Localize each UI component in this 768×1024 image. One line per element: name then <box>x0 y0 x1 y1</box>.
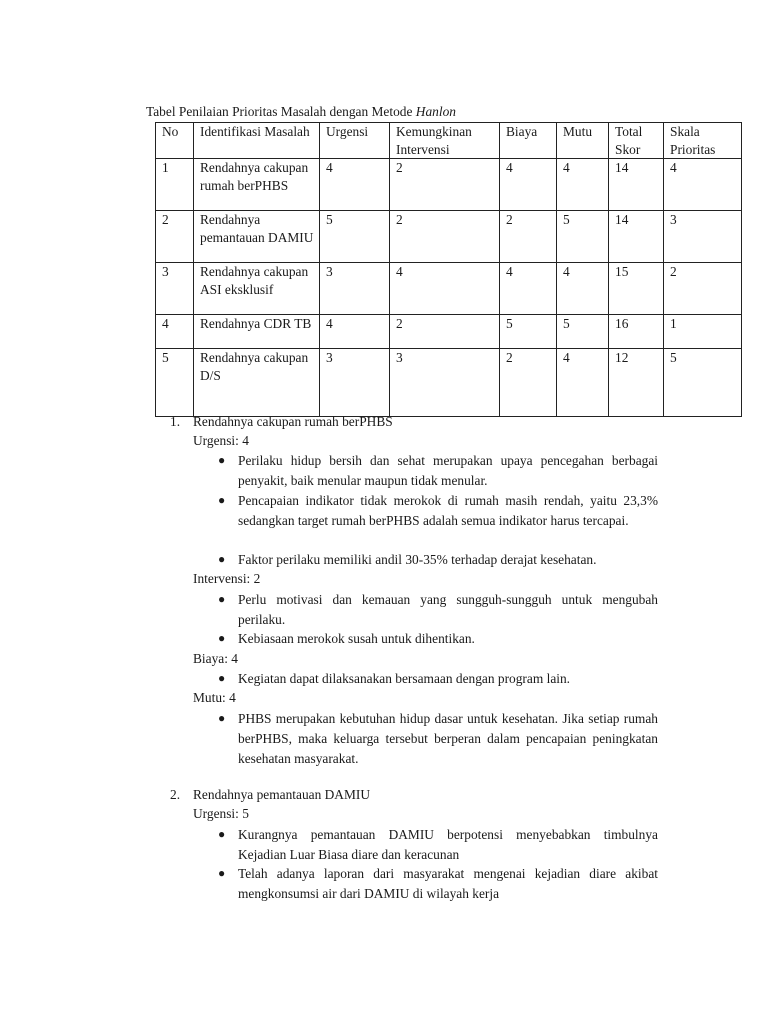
cell-masalah: Rendahnya cakupan rumah berPHBS <box>194 159 320 211</box>
cell-biaya: 2 <box>500 349 557 417</box>
cell-no: 5 <box>156 349 194 417</box>
criteria-label-biaya: Biaya: 4 <box>193 651 238 666</box>
list-item-text: Kebiasaan merokok susah untuk dihentikan. <box>238 631 475 646</box>
cell-no: 3 <box>156 263 194 315</box>
cell-no: 4 <box>156 315 194 349</box>
cell-total: 16 <box>609 315 664 349</box>
list-item <box>218 590 658 630</box>
section-title: Rendahnya cakupan rumah berPHBS <box>193 414 393 429</box>
cell-skala: 3 <box>664 211 742 263</box>
cell-intervensi: 4 <box>390 263 500 315</box>
cell-mutu: 5 <box>557 211 609 263</box>
list-item-text: Kegiatan dapat dilaksanakan bersamaan dengan program lain. <box>238 671 571 686</box>
list-item <box>218 669 658 689</box>
caption-text: Tabel Penilaian Prioritas Masalah dengan Metode <box>146 104 416 119</box>
cell-urgensi: 3 <box>320 263 390 315</box>
list-item-text: Perilaku hidup bersih dan sehat merupakan upaya pencegahan berbagai penyakit, baik menular maupun tidak menular. <box>238 453 658 488</box>
section-title: Rendahnya pemantauan DAMIU <box>193 787 371 802</box>
cell-masalah: Rendahnya cakupan ASI eksklusif <box>194 263 320 315</box>
table-row <box>156 315 742 349</box>
cell-skala: 5 <box>664 349 742 417</box>
header-urgensi: Urgensi <box>320 123 390 159</box>
cell-biaya: 2 <box>500 211 557 263</box>
bullet-icon: ● <box>218 493 226 507</box>
cell-total: 12 <box>609 349 664 417</box>
cell-skala: 1 <box>664 315 742 349</box>
cell-mutu: 4 <box>557 159 609 211</box>
criteria-label-intervensi: Intervensi: 2 <box>193 571 261 586</box>
bullet-icon: ● <box>218 552 226 566</box>
cell-total: 15 <box>609 263 664 315</box>
header-identifikasi: Identifikasi Masalah <box>194 123 320 159</box>
cell-biaya: 4 <box>500 159 557 211</box>
cell-masalah: Rendahnya pemantauan DAMIU <box>194 211 320 263</box>
list-item-text: Pencapaian indikator tidak merokok di rumah masih rendah, yaitu 23,3% sedangkan target rumah berPHBS adalah semua indikator harus tercapai. <box>238 493 658 528</box>
header-mutu: Mutu <box>557 123 609 159</box>
cell-intervensi: 2 <box>390 315 500 349</box>
hanlon-table <box>155 122 742 417</box>
cell-urgensi: 4 <box>320 159 390 211</box>
section-number: 1. <box>170 414 181 429</box>
cell-intervensi: 2 <box>390 159 500 211</box>
cell-masalah: Rendahnya CDR TB <box>194 315 320 349</box>
cell-total: 14 <box>609 211 664 263</box>
cell-masalah: Rendahnya cakupan D/S <box>194 349 320 417</box>
list-item <box>218 491 658 531</box>
cell-no: 2 <box>156 211 194 263</box>
cell-skala: 4 <box>664 159 742 211</box>
cell-mutu: 4 <box>557 263 609 315</box>
cell-urgensi: 4 <box>320 315 390 349</box>
cell-urgensi: 5 <box>320 211 390 263</box>
list-item <box>218 825 658 865</box>
list-item-text: Faktor perilaku memiliki andil 30-35% terhadap derajat kesehatan. <box>238 552 597 567</box>
header-no: No <box>156 123 194 159</box>
bullet-icon: ● <box>218 866 226 880</box>
cell-mutu: 5 <box>557 315 609 349</box>
cell-total: 14 <box>609 159 664 211</box>
header-skala: Skala Prioritas <box>664 123 742 159</box>
section-number: 2. <box>170 787 181 802</box>
header-biaya: Biaya <box>500 123 557 159</box>
bullet-icon: ● <box>218 592 226 606</box>
bullet-icon: ● <box>218 631 226 645</box>
cell-no: 1 <box>156 159 194 211</box>
list-item-text: Telah adanya laporan dari masyarakat mengenai kejadian diare akibat mengkonsumsi air dari DAMIU di wilayah kerja <box>238 866 658 901</box>
cell-skala: 2 <box>664 263 742 315</box>
table-row <box>156 263 742 315</box>
cell-mutu: 4 <box>557 349 609 417</box>
list-item-text: PHBS merupakan kebutuhan hidup dasar untuk kesehatan. Jika setiap rumah berPHBS, maka keluarga tersebut berperan dalam pencapaian peningkatan kesehatan masyarakat. <box>238 711 658 766</box>
table-row <box>156 349 742 417</box>
table-caption <box>146 103 456 122</box>
list-item <box>218 864 658 904</box>
criteria-label-mutu: Mutu: 4 <box>193 690 236 705</box>
criteria-label-urgensi: Urgensi: 4 <box>193 433 249 448</box>
caption-emphasis: Hanlon <box>415 104 456 119</box>
cell-intervensi: 3 <box>390 349 500 417</box>
bullet-icon: ● <box>218 827 226 841</box>
header-total: Total Skor <box>609 123 664 159</box>
list-item <box>218 709 658 768</box>
criteria-label-urgensi: Urgensi: 5 <box>193 806 249 821</box>
bullet-icon: ● <box>218 671 226 685</box>
table-row <box>156 211 742 263</box>
cell-urgensi: 3 <box>320 349 390 417</box>
header-intervensi: Kemungkinan Intervensi <box>390 123 500 159</box>
list-item <box>218 550 658 570</box>
cell-intervensi: 2 <box>390 211 500 263</box>
cell-biaya: 4 <box>500 263 557 315</box>
list-item <box>218 629 658 649</box>
bullet-icon: ● <box>218 453 226 467</box>
list-item <box>218 451 658 491</box>
table-header-row <box>156 123 742 159</box>
cell-biaya: 5 <box>500 315 557 349</box>
list-item-text: Perlu motivasi dan kemauan yang sungguh-sungguh untuk mengubah perilaku. <box>238 592 658 627</box>
bullet-icon: ● <box>218 711 226 725</box>
list-item-text: Kurangnya pemantauan DAMIU berpotensi menyebabkan timbulnya Kejadian Luar Biasa diare dan keracunan <box>238 827 658 862</box>
table-row <box>156 159 742 211</box>
